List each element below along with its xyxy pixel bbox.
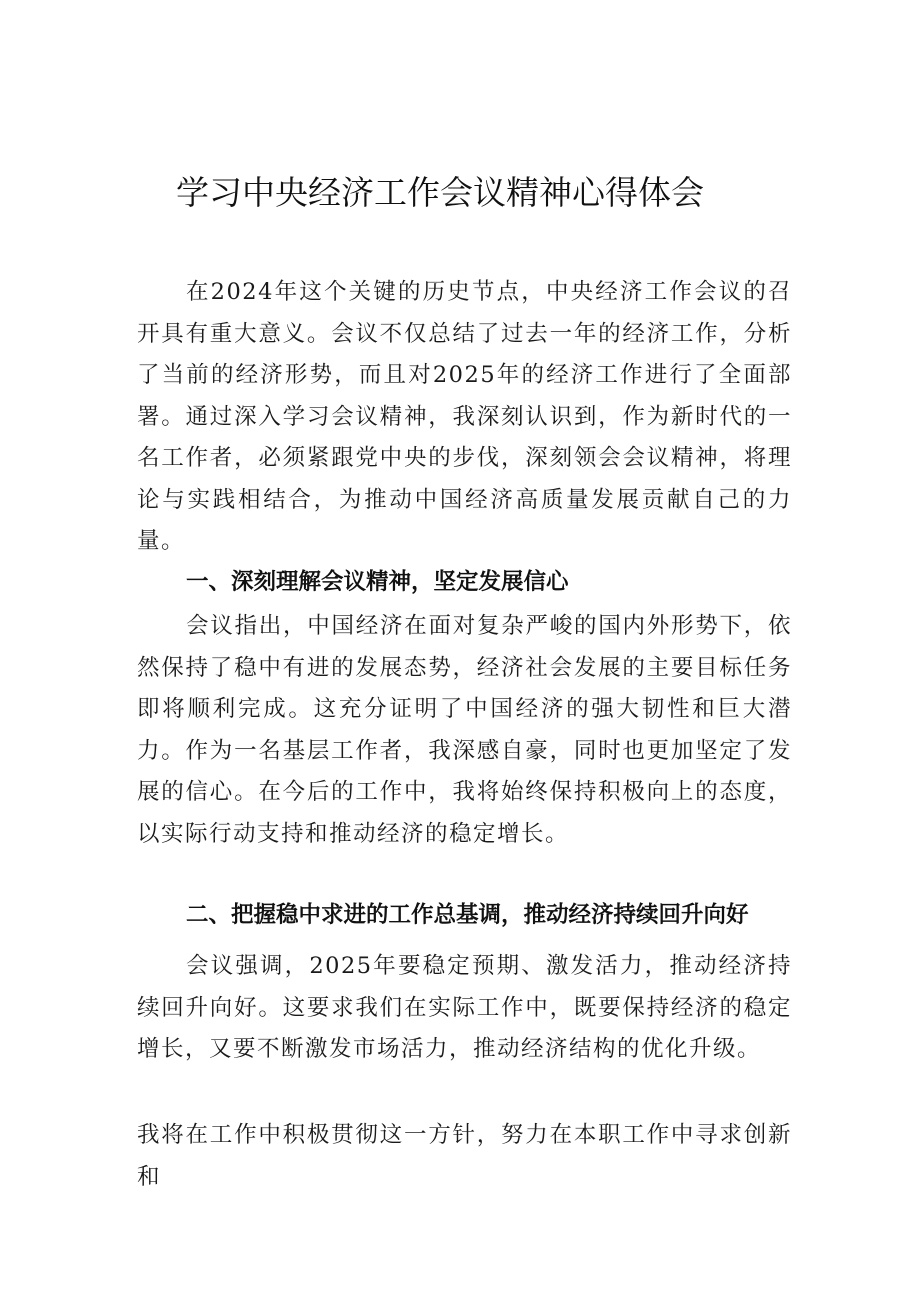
section-2-paragraph: 会议强调，2025年要稳定预期、激发活力，推动经济持续回升向好。这要求我们在实际工作中，既要保持经济的稳定增长，又要不断激发市场活力，推动经济结构的优化升级。: [137, 953, 792, 1062]
section-heading-1: 一、深刻理解会议精神，坚定发展信心: [186, 569, 569, 595]
section-1-paragraph: 会议指出，中国经济在面对复杂严峻的国内外形势下，依然保持了稳中有进的发展态势，经济社会发展的主要目标任务即将顺利完成。这充分证明了中国经济的强大韧性和巨大潜力。作为一名基层工作者，我深感自豪，同时也更加坚定了发展的信心。在今后的工作中，我将始终保持积极向上的态度，以实际行动支持和推动经济的稳定增长。: [137, 613, 792, 847]
intro-paragraph: 在2024年这个关键的历史节点，中央经济工作会议的召开具有重大意义。会议不仅总结了过去一年的经济工作，分析了当前的经济形势，而且对2025年的经济工作进行了全面部署。通过深入学习会议精神，我深刻认识到，作为新时代的一名工作者，必须紧跟党中央的步伐，深刻领会会议精神，将理论与实践相结合，为推动中国经济高质量发展贡献自己的力量。: [137, 279, 792, 554]
section-heading-2: 二、把握稳中求进的工作总基调，推动经济持续回升向好: [186, 902, 749, 928]
closing-paragraph-fragment: 我将在工作中积极贯彻这一方针，努力在本职工作中寻求创新和: [137, 1122, 792, 1190]
document-title: 学习中央经济工作会议精神心得体会: [176, 173, 704, 212]
